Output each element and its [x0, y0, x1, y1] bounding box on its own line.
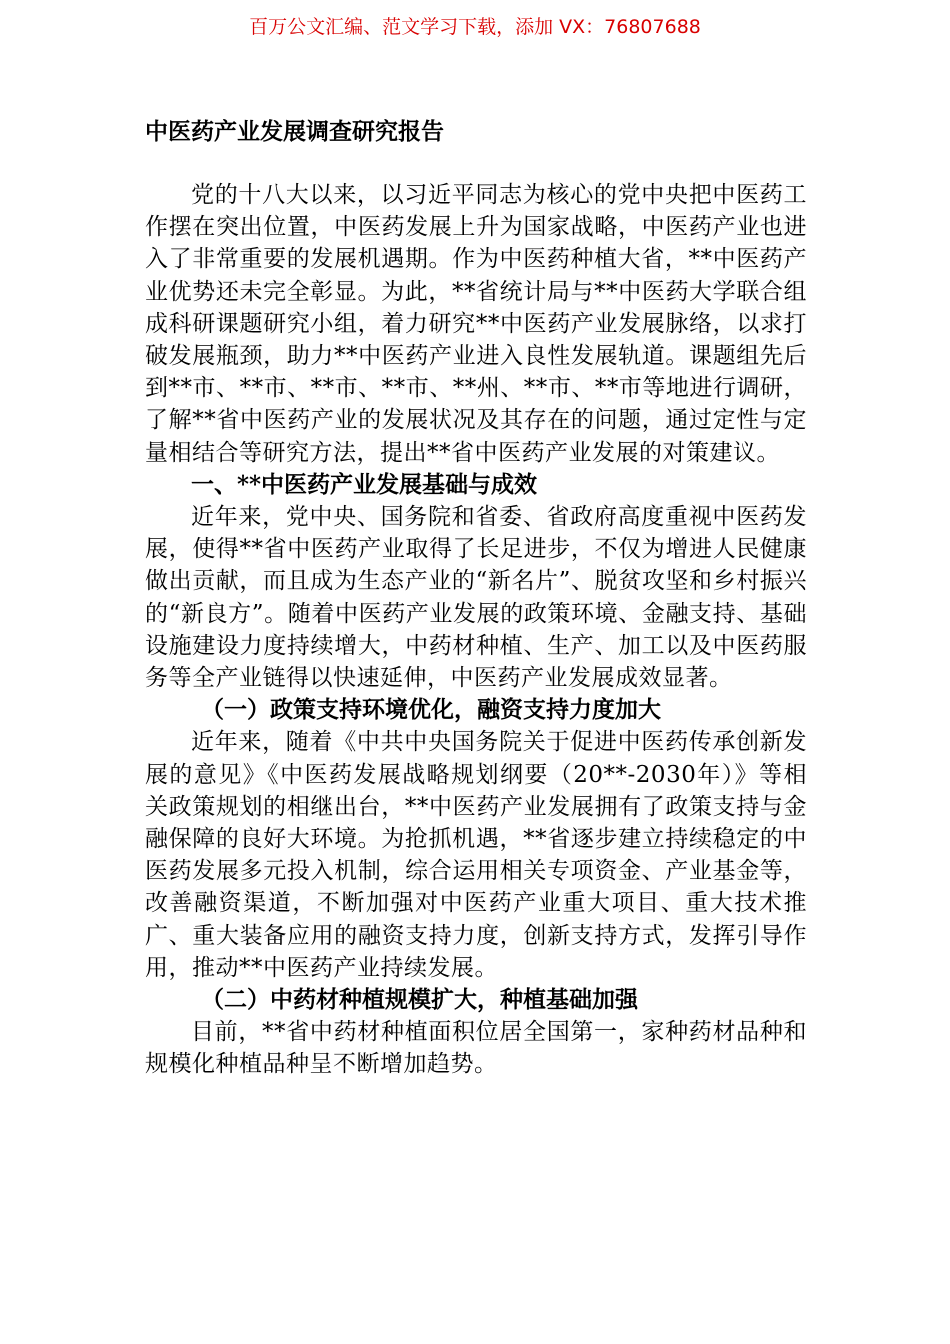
document-title: 中医药产业发展调查研究报告 [145, 118, 444, 145]
document-page [145, 117, 807, 1081]
section-1-paragraph: 近年来，党中央、国务院和省委、省政府高度重视中医药发展，使得**省中医药产业取得了长足进步，不仅为增进人民健康做出贡献，而且成为生态产业的“新名片”、脱贫攻坚和乡村振兴的“新良方”。随着中医药产业发展的政策环境、金融支持、基础设施建设力度持续增大，中药材种植、生产、加工以及中医药服务等全产业链得以快速延伸，中医药产业发展成效显著。 [145, 504, 807, 692]
subsection-2-paragraph: 目前，**省中药材种植面积位居全国第一，家种药材品种和规模化种植品种呈不断增加趋势。 [145, 1019, 807, 1078]
intro-paragraph: 党的十八大以来，以习近平同志为核心的党中央把中医药工作摆在突出位置，中医药发展上升为国家战略，中医药产业也进入了非常重要的发展机遇期。作为中医药种植大省，**中医药产业优势还未完全彰显。为此，**省统计局与**中医药大学联合组成科研课题研究小组，着力研究**中医药产业发展脉络，以求打破发展瓶颈，助力**中医药产业进入良性发展轨道。课题组先后到**市、**市、**市、**市、**州、**市、**市等地进行调研，了解**省中医药产业的发展状况及其存在的问题，通过定性与定量相结合等研究方法，提出**省中医药产业发展的对策建议。 [145, 182, 807, 466]
subsection-1-paragraph: 近年来，随着《中共中央国务院关于促进中医药传承创新发展的意见》《中医药发展战略规划纲要（20**-2030年）》等相关政策规划的相继出台，**中医药产业发展拥有了政策支持与金融保障的良好大环境。为抢抓机遇，**省逐步建立持续稳定的中医药发展多元投入机制，综合运用相关专项资金、产业基金等，改善融资渠道，不断加强对中医药产业重大项目、重大技术推广、重大装备应用的融资支持力度，创新支持方式，发挥引导作用，推动**中医药产业持续发展。 [145, 729, 807, 981]
subsection-heading-2: （二）中药材种植规模扩大，种植基础加强 [201, 986, 638, 1014]
watermark-header: 百万公文汇编、范文学习下载，添加 VX：76807688 [249, 16, 701, 38]
subsection-heading-1: （一）政策支持环境优化，融资支持力度加大 [201, 696, 661, 724]
section-heading-1: 一、**中医药产业发展基础与成效 [191, 470, 538, 498]
